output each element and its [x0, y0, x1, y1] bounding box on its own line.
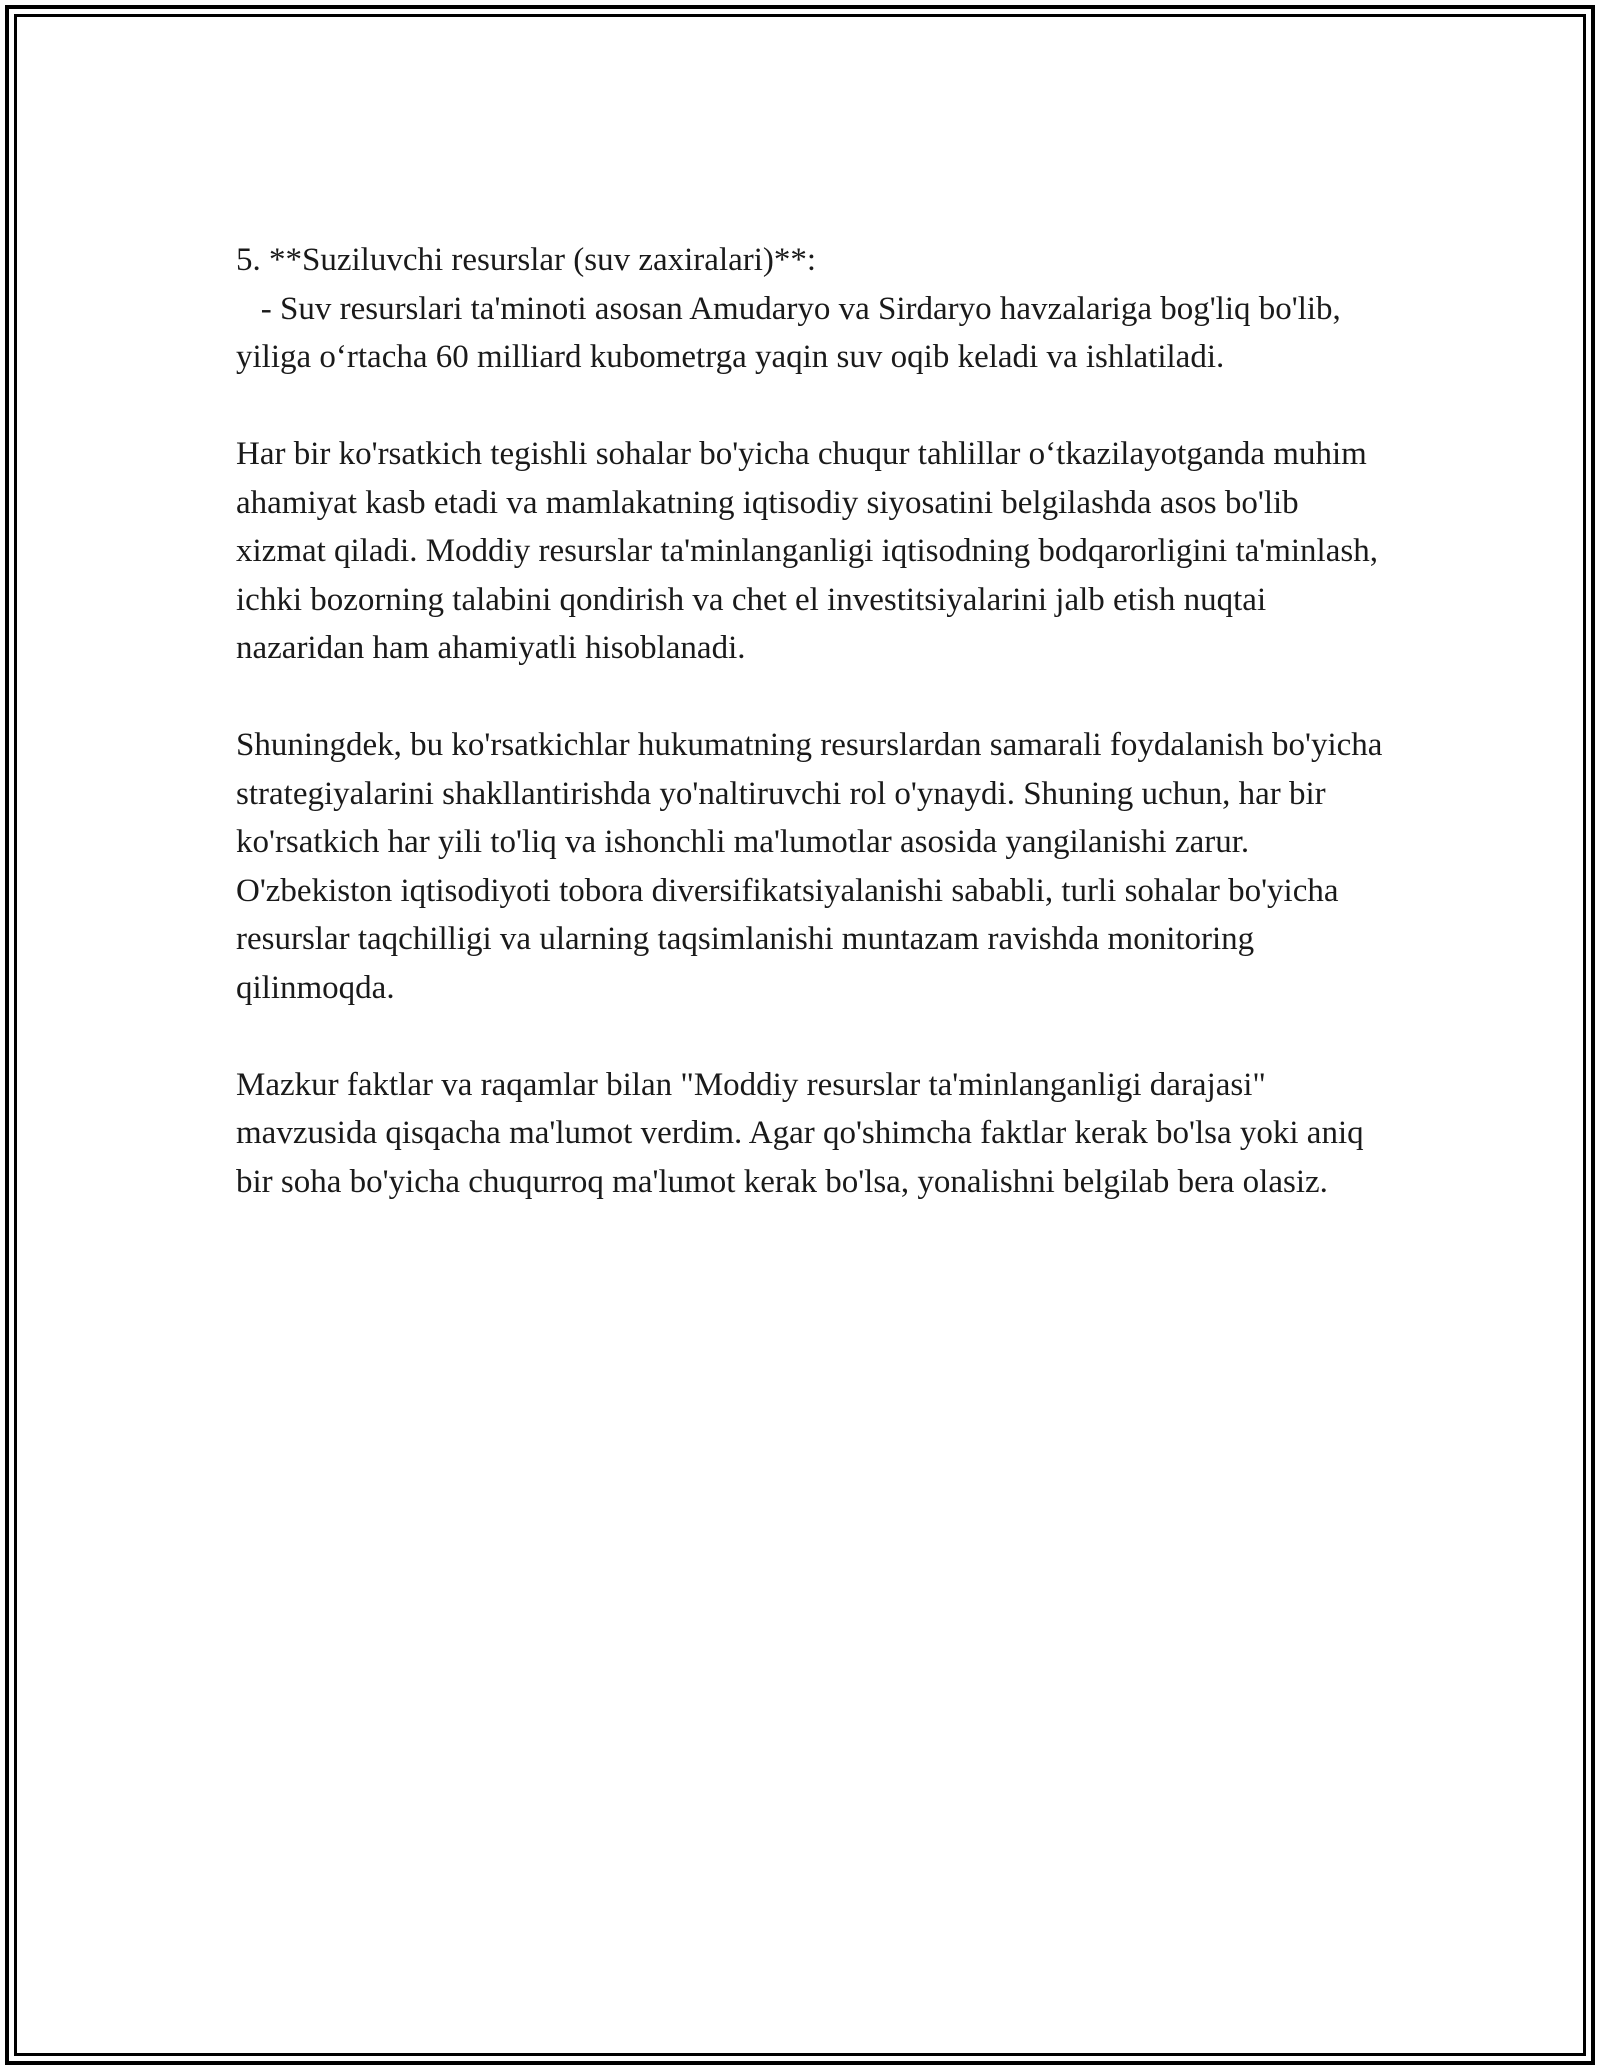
- document-body: [236, 236, 1391, 1255]
- paragraph-water-resources: 5. **Suziluvchi resurslar (suv zaxiralari)**: - Suv resurslari ta'minoti asosan Amudaryo va Sirdaryo havzalariga bog'liq bo'lib, yiliga o‘rtacha 60 milliard kubometrga yaqin suv oqib keladi va ishlatiladi.: [236, 242, 1341, 375]
- paragraph-conclusion: Mazkur faktlar va raqamlar bilan "Moddiy resurslar ta'minlanganligi darajasi" mavzusida qisqacha ma'lumot verdim. Agar qo'shimcha faktlar kerak bo'lsa yoki aniq bir soha bo'yicha chuqurroq ma'lumot kerak bo'lsa, yonalishni belgilab bera olasiz.: [236, 1066, 1372, 1200]
- paragraph-government-strategy: Shuningdek, bu ko'rsatkichlar hukumatning resurslardan samarali foydalanish bo'yicha strategiyalarini shakllantirishda yo'naltiruvchi rol o'ynaydi. Shuning uchun, har bir ko'rsatkich har yili to'liq va ishonchli ma'lumotlar asosida yangilanishi zarur. O'zbekiston iqtisodiyoti tobora diversifikatsiyalanishi sababli, turli sohalar bo'yicha resurslar taqchilligi va ularning taqsimlanishi muntazam ravishda monitoring qilinmoqda.: [236, 727, 1391, 1006]
- paragraph-indicators-importance: Har bir ko'rsatkich tegishli sohalar bo'yicha chuqur tahlillar o‘tkazilayotganda muhim ahamiyat kasb etadi va mamlakatning iqtisodiy siyosatini belgilashda asos bo'lib xizmat qiladi. Moddiy resurslar ta'minlanganligi iqtisodning bodqarorligini ta'minlash, ichki bozorning talabini qondirish va chet el investitsiyalarini jalb etish nuqtai nazaridan ham ahamiyatli hisoblanadi.: [236, 436, 1387, 666]
